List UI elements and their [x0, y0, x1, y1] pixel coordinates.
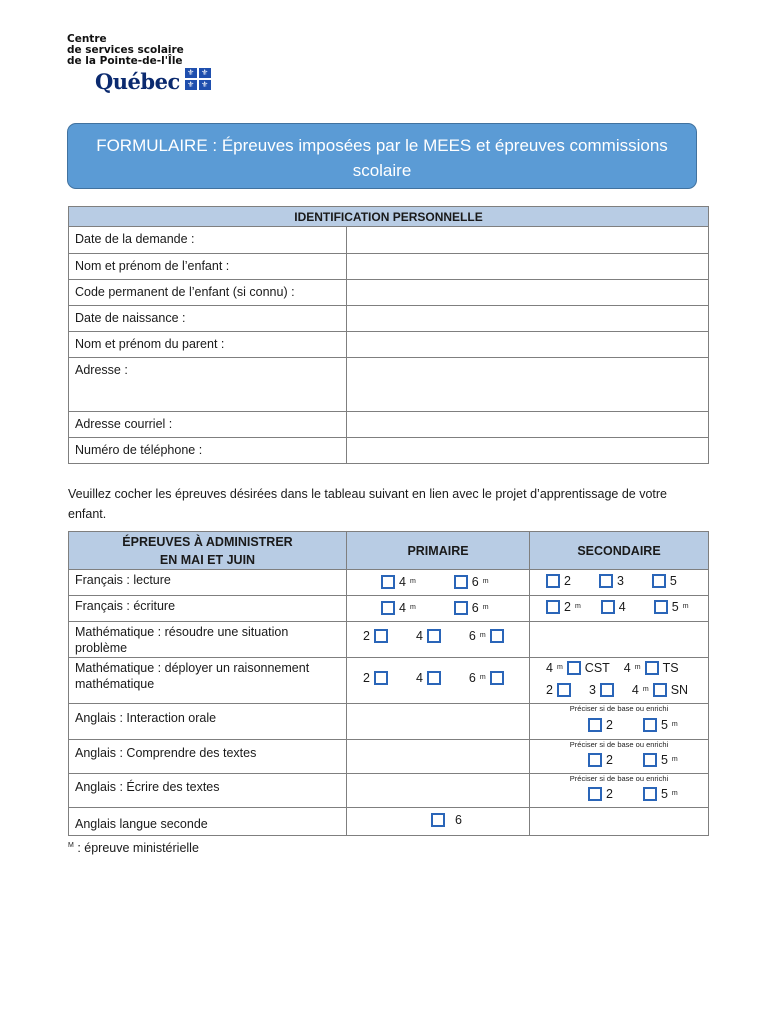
- tests-table: ÉPREUVES À ADMINISTRER EN MAI ET JUIN PRIMAIRE SECONDAIRE Français : lecture 4 m 6 m 2 3 5 Français : écriture 4 m 6 m 2 m 4 5 m Mathématique : résoudre une situation problème 2 4 6 m Mathématique : déployer un raisonnement mathématique 2 4 6 m 4 m CST 4 m TS 2 3 4 m SN Anglais : Interaction orale Préciser si de base ou enrichi 2 5 m Anglais : Comprendre des textes Préciser si de base ou enrichi 2 5 m Anglais : Écrire des textes Préciser si de base ou enrichi 2 5 m Anglais langue seconde 6: [68, 531, 709, 836]
- field-label: Numéro de téléphone :: [69, 438, 347, 464]
- col-epreuves-line-2: EN MAI ET JUIN: [159, 552, 256, 567]
- form-title-banner: [67, 123, 697, 189]
- row-label: Français : écriture: [69, 596, 347, 622]
- footnote-text: : épreuve ministérielle: [73, 841, 199, 855]
- row-label: Mathématique : déployer un raisonnement mathématique: [69, 658, 347, 704]
- checkbox-comprendre-5m[interactable]: [643, 753, 657, 767]
- form-title-line-1: FORMULAIRE : Épreuves imposées par le MEES et épreuves commissions: [96, 136, 668, 155]
- nom-parent-input[interactable]: [347, 332, 709, 358]
- hint-text: Préciser si de base ou enrichi: [569, 774, 669, 783]
- checkbox-comprendre-2[interactable]: [588, 753, 602, 767]
- date-naissance-input[interactable]: [347, 306, 709, 332]
- footnote: [68, 841, 199, 855]
- form-title-line-2: scolaire: [352, 161, 412, 180]
- courriel-input[interactable]: [347, 412, 709, 438]
- field-label: Adresse :: [69, 358, 347, 412]
- checkbox-deployer-sec-3[interactable]: [600, 683, 614, 697]
- logo-line-3: de la Pointe-de-l'Île: [67, 55, 183, 67]
- instructions-text: Veuillez cocher les épreuves désirées dans le tableau suivant en lien avec le projet d’apprentissage de votre enfant.: [68, 487, 667, 521]
- field-label: Date de la demande :: [69, 227, 347, 254]
- logo-quebec-wordmark: Québec: [95, 69, 180, 94]
- col-secondaire: SECONDAIRE: [530, 532, 709, 570]
- checkbox-lecture-sec-3[interactable]: [599, 574, 613, 588]
- checkbox-lecture-sec-5[interactable]: [652, 574, 666, 588]
- logo-line-1: Centre: [67, 33, 107, 45]
- date-demande-input[interactable]: [347, 227, 709, 254]
- row-label: Anglais : Comprendre des textes: [69, 740, 347, 774]
- code-permanent-input[interactable]: [347, 280, 709, 306]
- checkbox-ecrire-2[interactable]: [588, 787, 602, 801]
- checkbox-deployer-2[interactable]: [374, 671, 388, 685]
- checkbox-ecriture-4m[interactable]: [381, 601, 395, 615]
- identification-table: [68, 206, 709, 464]
- checkbox-resoudre-4[interactable]: [427, 629, 441, 643]
- checkbox-deployer-sec-2[interactable]: [557, 683, 571, 697]
- quebec-flag-icon: ⚜ ⚜ ⚜ ⚜: [185, 68, 211, 90]
- identification-header: IDENTIFICATION PERSONNELLE: [69, 207, 709, 227]
- checkbox-lecture-6m[interactable]: [454, 575, 468, 589]
- nom-enfant-input[interactable]: [347, 254, 709, 280]
- checkbox-deployer-4m-cst[interactable]: [567, 661, 581, 675]
- csspi-logo: [67, 34, 227, 94]
- field-label: Nom et prénom du parent :: [69, 332, 347, 358]
- checkbox-deployer-4m-ts[interactable]: [645, 661, 659, 675]
- checkbox-deployer-6m[interactable]: [490, 671, 504, 685]
- telephone-input[interactable]: [347, 438, 709, 464]
- row-label: Français : lecture: [69, 570, 347, 596]
- checkbox-lecture-sec-2[interactable]: [546, 574, 560, 588]
- row-label: Anglais : Interaction orale: [69, 704, 347, 740]
- checkbox-orale-2[interactable]: [588, 718, 602, 732]
- hint-text: Préciser si de base ou enrichi: [569, 740, 669, 749]
- adresse-input[interactable]: [347, 358, 709, 412]
- col-primaire: PRIMAIRE: [347, 532, 530, 570]
- checkbox-ecriture-sec-5m[interactable]: [654, 600, 668, 614]
- row-label: Anglais langue seconde: [69, 808, 347, 836]
- field-label: Code permanent de l’enfant (si connu) :: [69, 280, 347, 306]
- checkbox-deployer-sec-4m[interactable]: [653, 683, 667, 697]
- row-label: Mathématique : résoudre une situation problème: [69, 622, 347, 658]
- checkbox-deployer-4[interactable]: [427, 671, 441, 685]
- checkbox-ecriture-sec-4[interactable]: [601, 600, 615, 614]
- field-label: Adresse courriel :: [69, 412, 347, 438]
- checkbox-ecrire-5m[interactable]: [643, 787, 657, 801]
- checkbox-lecture-4m[interactable]: [381, 575, 395, 589]
- col-epreuves-line-1: ÉPREUVES À ADMINISTRER: [122, 534, 293, 549]
- logo-line-2: de services scolaire: [67, 44, 184, 56]
- checkbox-ecriture-sec-2m[interactable]: [546, 600, 560, 614]
- field-label: Date de naissance :: [69, 306, 347, 332]
- checkbox-als-6[interactable]: [431, 813, 445, 827]
- footnote-mark: M: [68, 841, 74, 849]
- checkbox-ecriture-6m[interactable]: [454, 601, 468, 615]
- checkbox-resoudre-6m[interactable]: [490, 629, 504, 643]
- checkbox-resoudre-2[interactable]: [374, 629, 388, 643]
- hint-text: Préciser si de base ou enrichi: [569, 704, 669, 713]
- row-label: Anglais : Écrire des textes: [69, 774, 347, 808]
- field-label: Nom et prénom de l’enfant :: [69, 254, 347, 280]
- checkbox-orale-5m[interactable]: [643, 718, 657, 732]
